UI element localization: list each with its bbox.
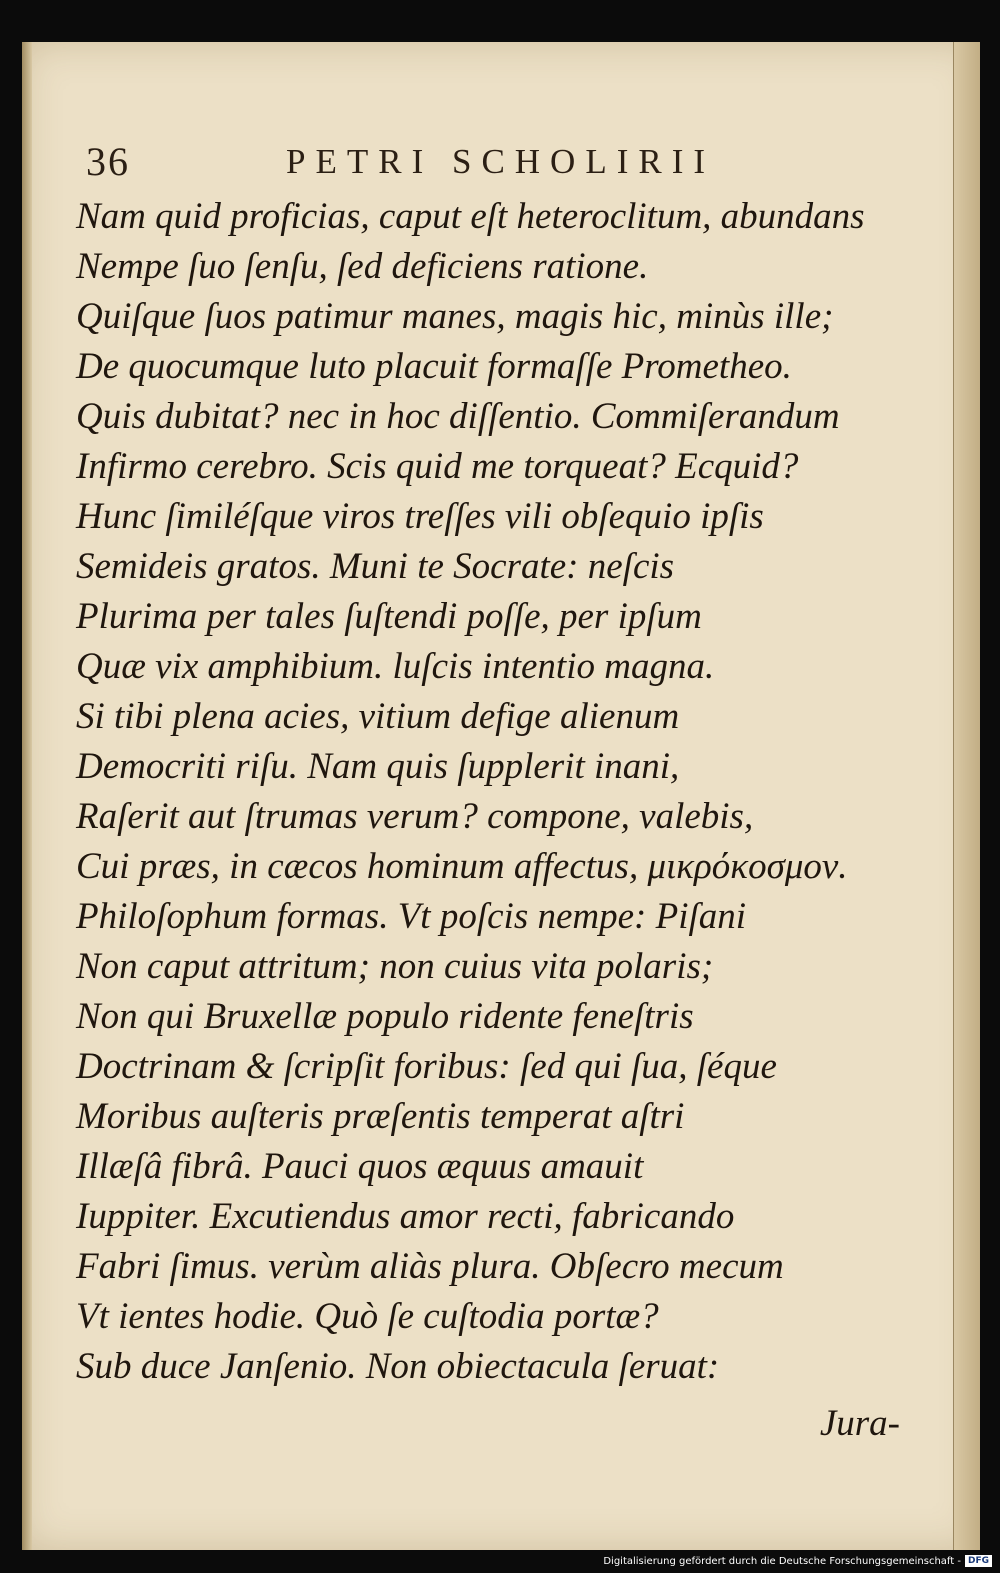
verse-line: Doctrinam & ſcripſit foribus: ſed qui ſua, ſéque xyxy=(76,1046,777,1087)
verse-line: Quis dubitat? nec in hoc diſſentio. Commiſerandum xyxy=(76,396,840,437)
running-title: PETRI SCHOLIRII xyxy=(286,142,716,181)
verse-line: Raſerit aut ſtrumas verum? compone, valebis, xyxy=(76,796,754,837)
book-page xyxy=(22,42,980,1550)
verse-line: Fabri ſimus. verùm aliàs plura. Obſecro mecum xyxy=(76,1246,784,1287)
verse-block xyxy=(76,192,956,1392)
verse-line: Sub duce Janſenio. Non obiectacula ſeruat: xyxy=(76,1346,720,1387)
verse-line: Plurima per tales ſuſtendi poſſe, per ipſum xyxy=(76,596,702,637)
verse-line: Nam quid proficias, caput eſt heteroclitum, abundans xyxy=(76,196,865,237)
verse-line: Nempe ſuo ſenſu, ſed deficiens ratione. xyxy=(76,246,649,287)
verse-line: Quiſque ſuos patimur manes, magis hic, minùs ille; xyxy=(76,296,834,337)
verse-line: Philoſophum formas. Vt poſcis nempe: Piſani xyxy=(76,896,747,937)
verse-line: Quæ vix amphibium. luſcis intentio magna. xyxy=(76,646,715,687)
catchword: Jura- xyxy=(819,1403,900,1444)
verse-line: Semideis gratos. Muni te Socrate: neſcis xyxy=(76,546,675,587)
verse-line: Non caput attritum; non cuius vita polaris; xyxy=(76,946,714,987)
verse-line: Si tibi plena acies, vitium defige alienum xyxy=(76,696,680,737)
verse-line: Non qui Bruxellæ populo ridente feneſtris xyxy=(76,996,694,1037)
verse-line: Cui præs, in cæcos hominum affectus, μικρόκοσμον. xyxy=(76,846,848,887)
credit-text: Digitalisierung gefördert durch die Deutsche Forschungsgemeinschaft - xyxy=(603,1555,961,1567)
verse-line: Hunc ſimiléſque viros treſſes vili obſequio ipſis xyxy=(76,496,764,537)
dfg-logo: DFG xyxy=(965,1555,992,1567)
verse-line: Moribus auſteris præſentis temperat aſtri xyxy=(76,1096,685,1137)
page-gutter xyxy=(22,42,32,1550)
verse-line: Illæſâ fibrâ. Pauci quos æquus amauit xyxy=(76,1146,644,1187)
verse-line: Democriti riſu. Nam quis ſupplerit inani, xyxy=(76,746,680,787)
page-number: 36 xyxy=(86,139,130,184)
page-fore-edge xyxy=(953,42,980,1550)
verse-line: Iuppiter. Excutiendus amor recti, fabricando xyxy=(76,1196,735,1237)
verse-line: Vt ientes hodie. Quò ſe cuſtodia portæ? xyxy=(76,1296,659,1337)
page-header xyxy=(86,138,846,188)
digitization-credit xyxy=(603,1553,992,1569)
verse-line: De quocumque luto placuit formaſſe Prometheo. xyxy=(76,346,792,387)
verse-line: Infirmo cerebro. Scis quid me torqueat? Ecquid? xyxy=(76,446,799,487)
